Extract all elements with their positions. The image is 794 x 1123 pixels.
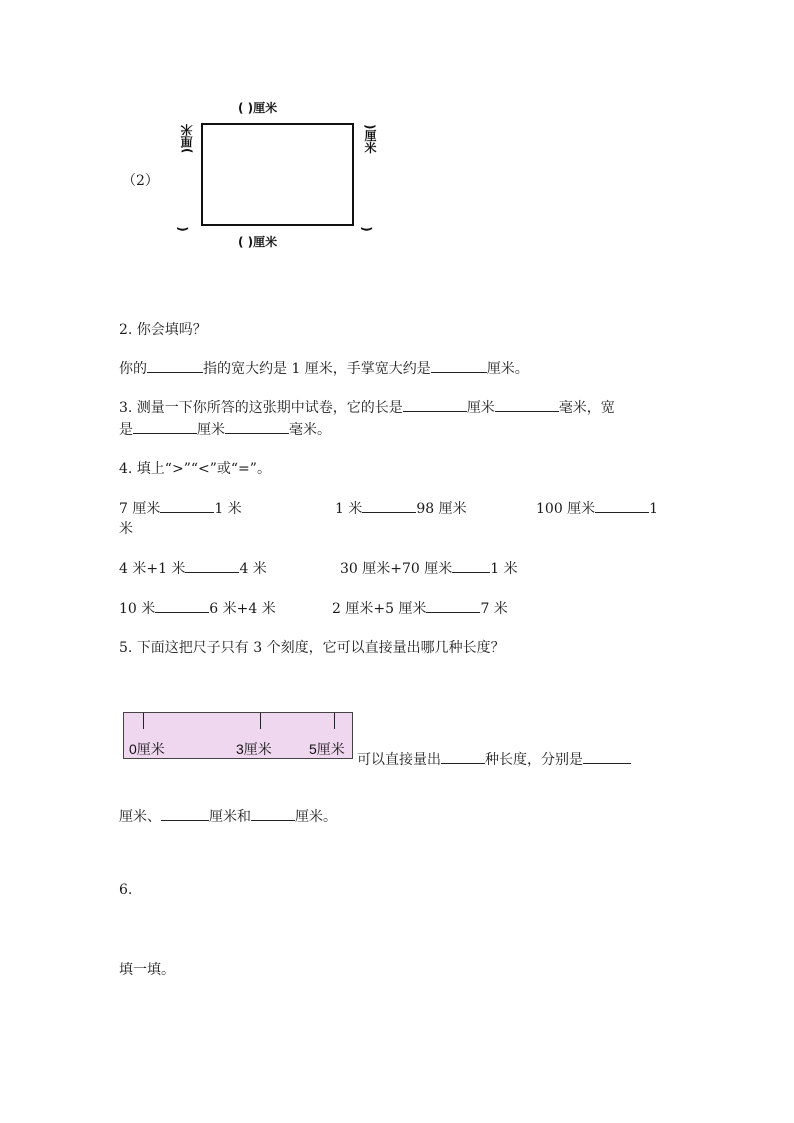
- q4-r1c1: [119, 498, 242, 518]
- q4-r3c1-right: 6 米+4 米: [209, 601, 276, 617]
- q4-r2c2: [340, 558, 518, 578]
- q4-title: 4. 填上“>”“<”或“=”。: [119, 461, 271, 477]
- q5-text-b: 种长度，分别是: [485, 752, 583, 768]
- q6-number: 6.: [119, 882, 133, 898]
- q2-text-c: 厘米。: [486, 361, 529, 377]
- q4-r3c1-blank[interactable]: [155, 598, 209, 613]
- q5-blank-first[interactable]: [583, 749, 631, 764]
- rectangle-figure: [201, 123, 354, 226]
- q4-r1-wrap: 米: [119, 521, 133, 537]
- left-side-label: )厘米: [180, 124, 194, 154]
- q4-r1c1-right: 1 米: [214, 501, 242, 517]
- q5-title: 5. 下面这把尺子只有 3 个刻度，它可以直接量出哪几种长度？: [119, 640, 505, 656]
- q2-text-b: 指的宽大约是 1 厘米，手掌宽大约是: [203, 361, 431, 377]
- figure-index-label: （2）: [122, 173, 159, 189]
- q3-text-a: 3. 测量一下你所答的这张期中试卷，它的长是: [119, 400, 403, 416]
- ruler-label-3: 3厘米: [236, 741, 272, 757]
- q4-r1c3-blank[interactable]: [595, 498, 649, 513]
- q4-r1c3-left: 100 厘米: [536, 501, 596, 517]
- q4-r1c1-blank[interactable]: [160, 498, 214, 513]
- q2-line: [119, 358, 529, 378]
- q3-line2: [119, 419, 331, 439]
- q4-r2c2-left: 30 厘米+70 厘米: [340, 561, 453, 577]
- q4-r2c1-right: 4 米: [239, 561, 267, 577]
- bottom-side-label: ( )厘米: [238, 235, 278, 249]
- ruler-label-0: 0厘米: [129, 741, 165, 757]
- q2-text-a: 你的: [119, 361, 147, 377]
- q4-r2c2-blank[interactable]: [452, 558, 490, 573]
- q4-r3c2: [332, 598, 508, 618]
- ruler: [123, 712, 353, 759]
- q5-blank-third[interactable]: [251, 806, 295, 821]
- q3-blank-length-mm[interactable]: [495, 397, 559, 412]
- q3-text-e: 厘米: [197, 422, 225, 438]
- q2-blank-palm[interactable]: [431, 358, 487, 373]
- q4-r2c1-blank[interactable]: [185, 558, 239, 573]
- q4-r3c1: [119, 598, 276, 618]
- q4-r1c2-blank[interactable]: [362, 498, 416, 513]
- q3-line1: [119, 397, 615, 417]
- q3-text-b: 厘米: [466, 400, 495, 416]
- q3-text-d: 是: [119, 422, 133, 438]
- q4-r1c2-left: 1 米: [335, 501, 363, 517]
- q4-r3c2-blank[interactable]: [426, 598, 480, 613]
- q4-r1c1-left: 7 厘米: [119, 501, 161, 517]
- q5-blank-second[interactable]: [161, 806, 209, 821]
- q4-r2c1: [119, 558, 267, 578]
- ruler-tick-3: [260, 713, 261, 729]
- ruler-tick-0: [143, 713, 144, 729]
- q3-blank-width-cm[interactable]: [133, 419, 197, 434]
- q4-r2c2-right: 1 米: [490, 561, 518, 577]
- q3-blank-length-cm[interactable]: [403, 397, 467, 412]
- q3-text-f: 毫米。: [289, 422, 331, 438]
- q4-r3c2-right: 7 米: [480, 601, 508, 617]
- q4-r1c2-right: 98 厘米: [416, 501, 467, 517]
- bottom-right-paren: (: [359, 226, 374, 232]
- q5-line2: [119, 806, 337, 826]
- q2-title: 2. 你会填吗？: [119, 322, 207, 338]
- q5-text-c: 厘米、: [119, 809, 161, 825]
- q6-text: 填一填。: [119, 962, 175, 978]
- q5-text-a: 可以直接量出: [357, 752, 441, 768]
- ruler-tick-5: [334, 713, 335, 729]
- q5-line1: [357, 749, 631, 769]
- q3-text-c: 毫米，宽: [558, 400, 615, 416]
- right-side-label: )厘米: [363, 124, 377, 154]
- top-side-label: ( )厘米: [238, 101, 278, 115]
- q5-text-e: 厘米。: [295, 809, 337, 825]
- q4-r1c3: [536, 498, 658, 518]
- q4-r1c3-right: 1: [649, 501, 659, 517]
- q4-r3c1-left: 10 米: [119, 601, 156, 617]
- q5-text-d: 厘米和: [209, 809, 251, 825]
- q5-blank-count[interactable]: [441, 749, 485, 764]
- q3-blank-width-mm[interactable]: [225, 419, 289, 434]
- q4-r3c2-left: 2 厘米+5 厘米: [332, 601, 427, 617]
- bottom-left-paren: (: [175, 226, 190, 232]
- q2-blank-finger[interactable]: [147, 358, 203, 373]
- q4-r1c2: [335, 498, 467, 518]
- ruler-label-5: 5厘米: [309, 741, 345, 757]
- q4-r2c1-left: 4 米+1 米: [119, 561, 186, 577]
